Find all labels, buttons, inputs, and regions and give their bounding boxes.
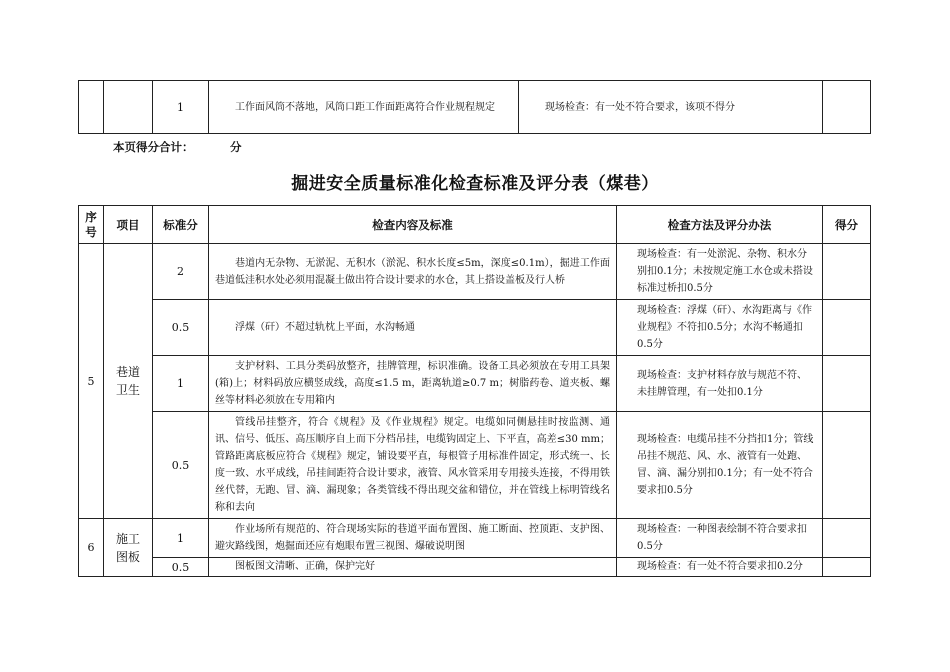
table-row xyxy=(79,412,871,519)
seq-cell: 5 xyxy=(79,244,104,519)
seq-cell xyxy=(79,81,104,134)
score-cell: 0.5 xyxy=(153,300,209,356)
previous-table xyxy=(78,80,871,134)
score-cell: 1 xyxy=(153,356,209,412)
score-cell: 2 xyxy=(153,244,209,300)
got-score-cell xyxy=(823,356,871,412)
method-cell: 现场检查：电缆吊挂不分挡扣1分；管线吊挂不规范、风、水、液管有一处跑、冒、滴、漏分别扣0.1分；有一处不符合要求扣0.5分 xyxy=(617,412,823,519)
header-content: 检查内容及标准 xyxy=(209,206,617,244)
score-cell: 0.5 xyxy=(153,412,209,519)
table-row xyxy=(79,356,871,412)
item-cell: 施工图板 xyxy=(104,519,153,577)
page-subtotal-label: 本页得分合计： xyxy=(113,140,194,154)
method-cell: 现场检查：有一处淤泥、杂物、积水分别扣0.1分；未按规定施工水仓或未搭设标准过桥扣0.5分 xyxy=(617,244,823,300)
table-row xyxy=(79,519,871,558)
content-cell: 管线吊挂整齐，符合《规程》及《作业规程》规定。电缆如同侧悬挂时按监测、通讯、信号、低压、高压顺序自上而下分档吊挂，电缆钩固定上、下平直，高差≤30 mm；管路距离底板应符合《规程》规定，铺设要平直，每根管子用标准件固定，形式统一、长度一致、水平成线，吊挂间距符合设计要求，液管、风水管采用专用接头连接，不得用铁丝代替，无跑、冒、滴、漏现象；各类管线不得出现交盆和错位，并在管线上标明管线名称和去向 xyxy=(209,412,617,519)
score-cell: 1 xyxy=(153,519,209,558)
content-cell: 浮煤（矸）不超过轨枕上平面，水沟畅通 xyxy=(209,300,617,356)
method-cell: 现场检查：一种图表绘制不符合要求扣0.5分 xyxy=(617,519,823,558)
got-score-cell xyxy=(823,412,871,519)
table-row xyxy=(79,244,871,300)
inspection-table xyxy=(78,205,871,577)
page-title: 掘进安全质量标准化检查标准及评分表（煤巷） xyxy=(291,174,659,194)
method-cell: 现场检查：支护材料存放与规范不符、未挂牌管理，有一处扣0.1分 xyxy=(617,356,823,412)
got-score-cell xyxy=(823,558,871,577)
got-score-cell xyxy=(823,81,871,134)
got-score-cell xyxy=(823,300,871,356)
header-method: 检查方法及评分办法 xyxy=(617,206,823,244)
header-item: 项目 xyxy=(104,206,153,244)
item-cell: 巷道卫生 xyxy=(104,244,153,519)
seq-cell: 6 xyxy=(79,519,104,577)
table-header-row xyxy=(79,206,871,244)
table-row xyxy=(79,81,871,134)
got-score-cell xyxy=(823,519,871,558)
score-cell: 1 xyxy=(153,81,209,134)
page-subtotal-unit: 分 xyxy=(230,140,242,154)
score-cell: 0.5 xyxy=(153,558,209,577)
header-seq: 序号 xyxy=(79,206,104,244)
content-cell: 巷道内无杂物、无淤泥、无积水（淤泥、积水长度≤5m，深度≤0.1m），掘进工作面巷道低洼积水处必须用混凝土做出符合设计要求的水仓，其上搭设盖板及行人桥 xyxy=(209,244,617,300)
content-cell: 支护材料、工具分类码放整齐，挂牌管理，标识准确。设备工具必须放在专用工具架(箱)上；材料码放应横竖成线，高度≤1.5 m，距离轨道≥0.7 m；树脂药卷、道夹板、螺丝等材料必须放在专用箱内 xyxy=(209,356,617,412)
table-row xyxy=(79,300,871,356)
table-row xyxy=(79,558,871,577)
item-cell xyxy=(104,81,153,134)
method-cell: 现场检查：浮煤（矸）、水沟距离与《作业规程》不符扣0.5分；水沟不畅通扣0.5分 xyxy=(617,300,823,356)
method-cell: 现场检查：有一处不符合要求扣0.2分 xyxy=(617,558,823,577)
got-score-cell xyxy=(823,244,871,300)
header-got-score: 得分 xyxy=(823,206,871,244)
method-cell: 现场检查：有一处不符合要求，该项不得分 xyxy=(519,81,823,134)
content-cell: 图板图文清晰、正确，保护完好 xyxy=(209,558,617,577)
content-cell: 工作面风筒不落地，风筒口距工作面距离符合作业规程规定 xyxy=(209,81,519,134)
header-score: 标准分 xyxy=(153,206,209,244)
content-cell: 作业场所有规范的、符合现场实际的巷道平面布置图、施工断面、控顶距、支护图、避灾路线图，炮掘面还应有炮眼布置三视图、爆破说明图 xyxy=(209,519,617,558)
